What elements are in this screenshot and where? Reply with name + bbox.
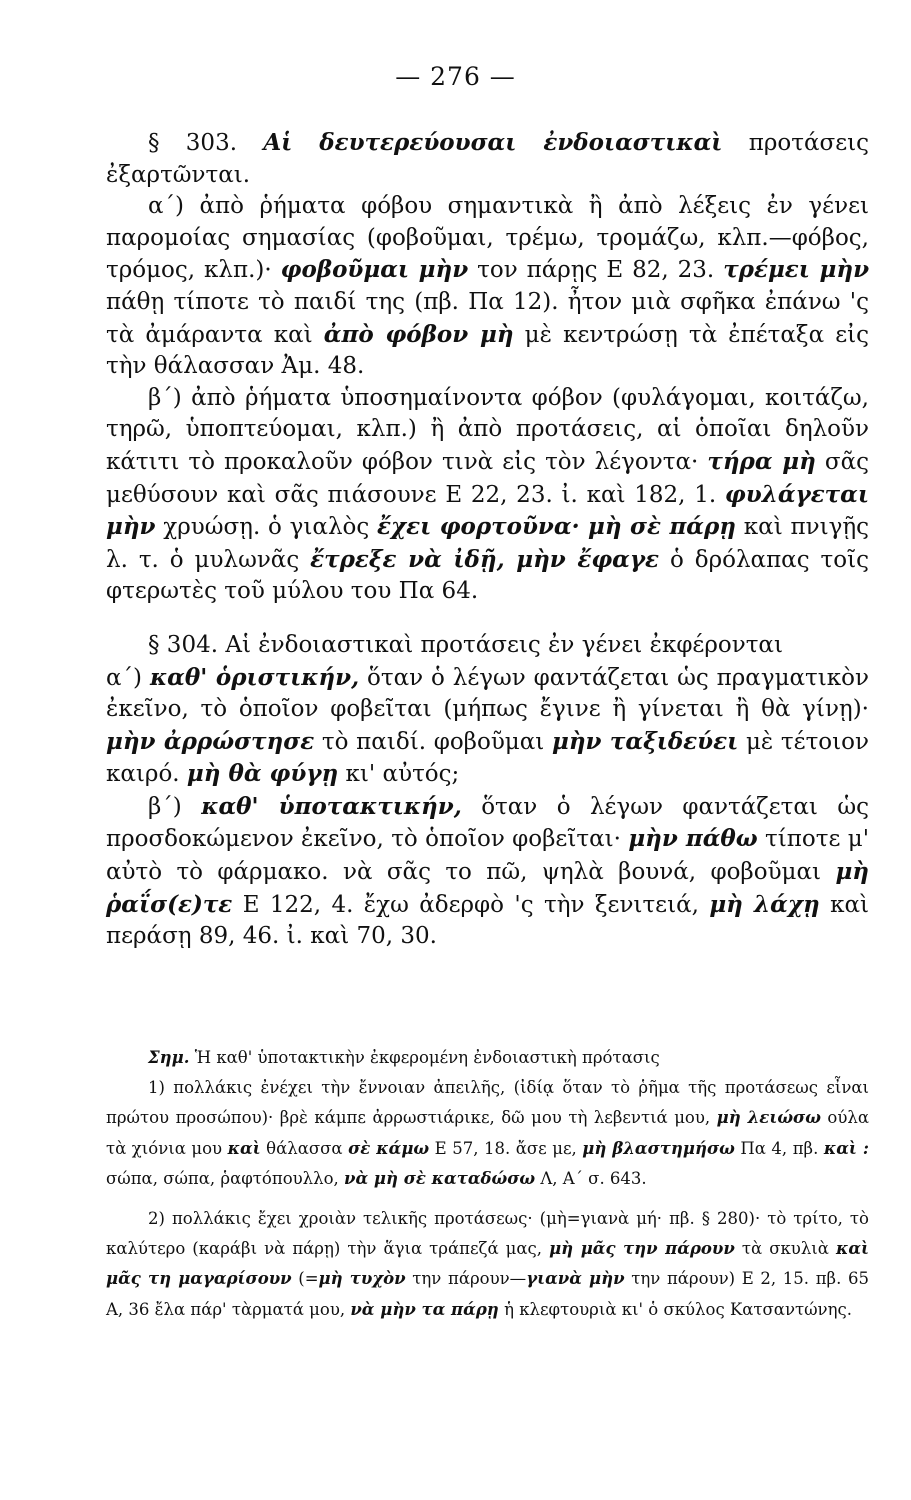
text-span: την πάρουν) Ε 2, 15. πβ. 65 Α, 36 ἔλα πάρ' τὰρματά μου, xyxy=(106,1269,869,1319)
text-span: χρυώσῃ. ὁ γιαλὸς xyxy=(163,514,370,541)
text-span: α΄) ἀπὸ ῥήματα φόβου σημαντικὰ ἢ ἀπὸ λέξεις ἐν γένει παρομοίας σημασίας (φοβοῦμαι, τρέμω, τρομάζω, κλπ.—φόβος, τρόμος, κλπ.)· xyxy=(106,193,869,284)
text-span: 2) πολλάκις ἔχει χροιὰν τελικῆς προτάσεως· xyxy=(148,1209,533,1229)
text-span: ἡ κλεφτουριὰ κι' ὁ σκύλος Κατσαντώνης. xyxy=(504,1299,852,1319)
example-emphasis: ἔχει φορτοῦνα· μὴ σὲ πάρῃ xyxy=(377,513,737,541)
text-span: τὰ σκυλιὰ xyxy=(741,1239,829,1259)
example-emphasis: μὴν ἀρρώστησε xyxy=(106,727,315,755)
text-span: Ε 122, 4. ἔχω ἀδερφὸ 'ς τὴν ξενιτειά, xyxy=(242,891,699,918)
example-emphasis: μὴ βλαστημήσω xyxy=(582,1138,735,1158)
example-emphasis: μὴ μᾶς την πάρουν xyxy=(549,1239,735,1259)
text-span: την πάρουν— xyxy=(412,1269,527,1289)
example-emphasis: ἀπὸ φόβον μὴ xyxy=(323,320,514,348)
text-span: σᾶς μεθύσουν καὶ σᾶς πιάσουνε Ε 22, 23. ἰ. καὶ 182, 1. xyxy=(106,448,870,508)
text-span: ὅταν ὁ λέγων φαντάζεται ὡς πραγματικὸν ἐκεῖνο, τὸ ὁποῖον φοβεῖται (μήπως ἔγινε ἢ γίνεται ἢ θὰ γίνῃ)· xyxy=(106,664,870,723)
section-304-heading xyxy=(106,630,869,662)
example-emphasis: μὴ τυχὸν xyxy=(318,1269,406,1289)
example-emphasis: μὴ ῥαΐσ(ε)τε xyxy=(106,858,870,918)
text-span: ὅταν ὁ λέγων φαντάζεται ὡς προσδοκώμενον ἐκεῖνο, τὸ ὁποῖον φοβεῖται· xyxy=(106,793,869,853)
example-emphasis: μὴ θὰ φύγῃ xyxy=(186,760,339,788)
text-span: τὸ παιδί. φοβοῦμαι xyxy=(321,728,545,755)
text-span: μὲ κεντρώσῃ τὰ ἐπέταξα εἰς τὴν θάλασσαν Ἀμ. 48. xyxy=(106,321,870,380)
example-emphasis: τήρα μὴ xyxy=(707,447,816,475)
example-emphasis: σὲ κάμω xyxy=(348,1138,430,1158)
text-span: α΄) xyxy=(106,664,143,691)
example-emphasis: μὴν ταξιδεύει xyxy=(552,727,739,755)
text-span: προτάσεις ἐξαρτῶνται. xyxy=(106,130,870,188)
example-emphasis: νὰ μὴ σὲ καταδώσω xyxy=(344,1168,536,1188)
text-span: (= xyxy=(298,1269,319,1289)
example-emphasis: μὴ λάχῃ xyxy=(709,890,820,918)
example-emphasis: μὴν πάθω xyxy=(628,825,758,853)
example-emphasis: καὶ xyxy=(227,1138,261,1158)
text-span: κι' αὐτός; xyxy=(345,761,460,788)
example-emphasis: καὶ μᾶς τη μαγαρίσουν xyxy=(106,1239,870,1289)
text-span: τον πάρῃς Ε 82, 23. xyxy=(477,257,715,284)
note-point-2 xyxy=(106,1204,869,1325)
main-text xyxy=(106,127,869,953)
example-emphasis: τρέμει μὴν xyxy=(723,256,870,284)
footnote-block xyxy=(106,1043,869,1325)
section-303-clause-a xyxy=(106,191,869,383)
text-span: πάθῃ τίποτε τὸ παιδί της (πβ. Πα 12). ἦτον μιὰ σφῆκα ἐπάνω 'ς τὰ ἀμάραντα καὶ xyxy=(106,288,869,348)
example-emphasis: φοβοῦμαι μὴν xyxy=(280,256,469,284)
text-span: § 304. Αἱ ἐνδοιαστικαὶ προτάσεις ἐν γένει ἐκφέρονται xyxy=(148,631,783,658)
text-span: καὶ πνιγῇς λ. τ. ὁ μυλωνᾶς xyxy=(106,514,869,573)
text-span: β΄) xyxy=(148,793,182,820)
section-303-clause-b xyxy=(106,383,869,608)
note-label: Σημ. xyxy=(148,1048,190,1067)
section-number: § 303. xyxy=(148,130,238,156)
note-point-1 xyxy=(106,1073,869,1194)
page-number: — 276 — xyxy=(395,62,516,91)
example-emphasis: ἔτρεξε νὰ ἰδῇ, μὴν ἔφαγε xyxy=(310,545,660,573)
example-emphasis: καὶ : xyxy=(823,1138,870,1158)
text-span: θάλασσα xyxy=(266,1138,343,1158)
text-span: μὲ τέτοιον καιρό. xyxy=(106,728,869,788)
section-title: Αἱ δευτερεύουσαι ἐνδοιαστικαὶ xyxy=(263,129,723,156)
section-304-clause-b xyxy=(106,791,869,953)
example-emphasis: μὴ λειώσω xyxy=(716,1108,821,1128)
section-303-heading xyxy=(106,127,869,191)
example-emphasis: γιανὰ μὴν xyxy=(526,1269,625,1289)
section-304-clause-a xyxy=(106,662,869,791)
text-span: Ἡ καθ' ὑποτακτικὴν ἐκφερομένη ἐνδοιαστικὴ πρότασις xyxy=(194,1048,660,1067)
text-span: καὶ περάσῃ 89, 46. ἰ. καὶ 70, 30. xyxy=(106,891,869,950)
text-span: β΄) ἀπὸ ῥήματα ὑποσημαίνοντα φόβον (φυλάγομαι, κοιτάζω, τηρῶ, ὑποπτεύομαι, κλπ.) ἢ ἀπὸ προτάσεις, αἱ ὁποῖαι δηλοῦν κάτιτι τὸ προκαλοῦν φόβον τινὰ εἰς τὸν λέγοντα· xyxy=(106,384,869,475)
example-emphasis: νὰ μὴν τα πάρῃ xyxy=(350,1299,499,1319)
example-emphasis: καθ' ὁριστικήν, xyxy=(149,663,360,691)
text-span: ὁ δρόλαπας τοῖς φτερωτὲς τοῦ μύλου του Πα 64. xyxy=(106,546,869,605)
text-span: σώπα, σώπα, ῥαφτόπουλλο, xyxy=(106,1168,339,1188)
text-span: Λ, Α΄ σ. 643. xyxy=(540,1168,647,1188)
example-emphasis: φυλάγεται μὴν xyxy=(106,480,869,541)
note-intro xyxy=(106,1043,869,1073)
text-span: Ε 57, 18. ἄσε με, xyxy=(434,1138,577,1158)
text-span: (μὴ=γιανὰ μή· πβ. § 280)· τὸ τρίτο, τὸ καλύτερο (καράβι νὰ πάρῃ) τὴν ἅγια τράπεζά μας, xyxy=(106,1209,869,1259)
text-span: 1) πολλάκις ἐνέχει τὴν ἔννοιαν ἀπειλῆς, (ἰδίᾳ ὅταν τὸ ῥῆμα τῆς προτάσεως εἶναι πρώτου προσώπου)· βρὲ κάμπε ἀρρωστιάρικε, δῶ μου τὴ λεβεντιά μου, xyxy=(106,1078,869,1128)
example-emphasis: καθ' ὑποτακτικήν, xyxy=(201,792,462,820)
text-span: Πα 4, πβ. xyxy=(740,1138,819,1158)
text-span: ούλα τὰ χιόνια μου xyxy=(106,1108,869,1158)
text-span: τίποτε μ' αὐτὸ τὸ φάρμακο. νὰ σᾶς το πῶ, ψηλὰ βουνά, φοβοῦμαι xyxy=(106,826,870,886)
